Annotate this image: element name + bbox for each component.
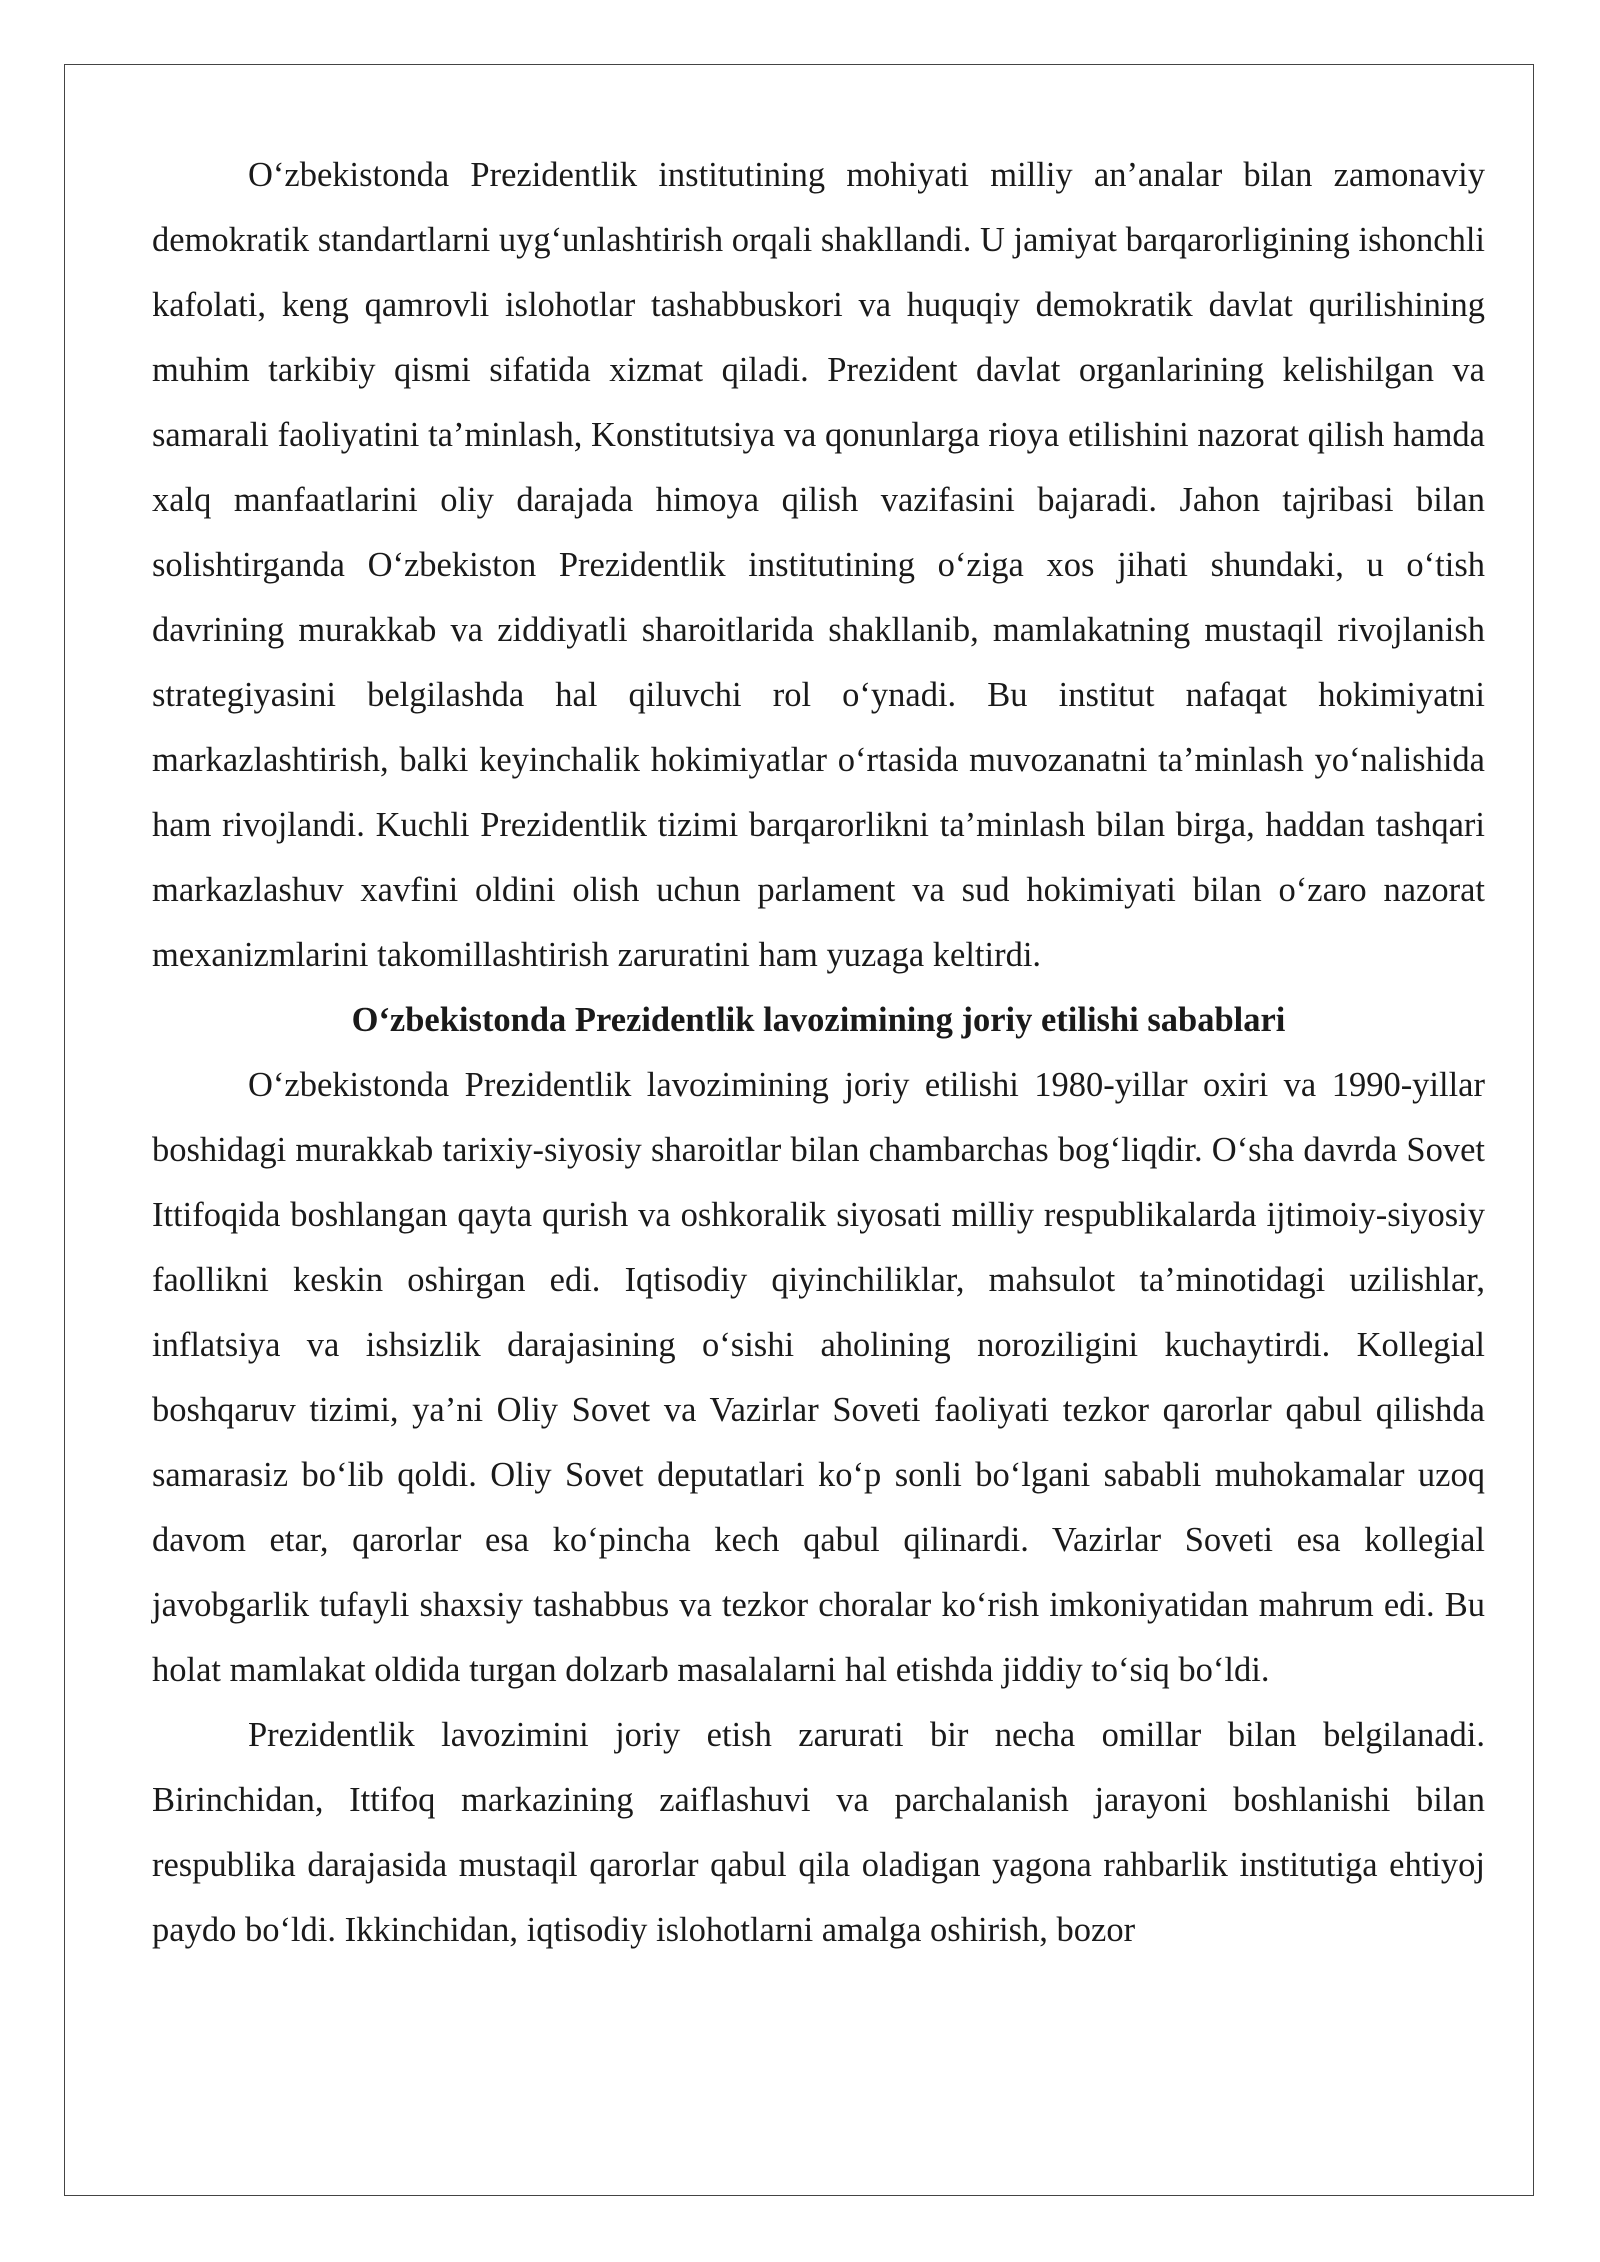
paragraph-2: O‘zbekistonda Prezidentlik lavozimining joriy etilishi 1980-yillar oxiri va 1990-yillar boshidagi murakkab tarixiy-siyosiy sharoitlar bilan chambarchas bog‘liqdir. O‘sha davrda Sovet Ittifoqida boshlangan qayta qurish va oshkoralik siyosati milliy respublikalarda ijtimoiy-siyosiy faollikni keskin oshirgan edi. Iqtisodiy qiyinchiliklar, mahsulot ta’minotidagi uzilishlar, inflatsiya va ishsizlik darajasining o‘sishi aholining noroziligini kuchaytirdi. Kollegial boshqaruv tizimi, ya’ni Oliy Sovet va Vazirlar Soveti faoliyati tezkor qarorlar qabul qilishda samarasiz bo‘lib qoldi. Oliy Sovet deputatlari ko‘p sonli bo‘lgani sababli muhokamalar uzoq davom etar, qarorlar esa ko‘pincha kech qabul qilinardi. Vazirlar Soveti esa kollegial javobgarlik tufayli shaxsiy tashabbus va tezkor choralar ko‘rish imkoniyatidan mahrum edi. Bu holat mamlakat oldida turgan dolzarb masalalarni hal etishda jiddiy to‘siq bo‘ldi. [152,1066,1485,1689]
document-body [152,143,1485,1963]
section-heading: O‘zbekistonda Prezidentlik lavozimining joriy etilishi sabablari [351,1001,1286,1039]
paragraph-3: Prezidentlik lavozimini joriy etish zarurati bir necha omillar bilan belgilanadi. Birinchidan, Ittifoq markazining zaiflashuvi va parchalanish jarayoni boshlanishi bilan respublika darajasida mustaqil qarorlar qabul qila oladigan yagona rahbarlik institutiga ehtiyoj paydo bo‘ldi. Ikkinchidan, iqtisodiy islohotlarni amalga oshirish, bozor [152,1716,1485,1949]
paragraph-1: O‘zbekistonda Prezidentlik institutining mohiyati milliy an’analar bilan zamonaviy demokratik standartlarni uyg‘unlashtirish orqali shakllandi. U jamiyat barqarorligining ishonchli kafolati, keng qamrovli islohotlar tashabbuskori va huquqiy demokratik davlat qurilishining muhim tarkibiy qismi sifatida xizmat qiladi. Prezident davlat organlarining kelishilgan va samarali faoliyatini ta’minlash, Konstitutsiya va qonunlarga rioya etilishini nazorat qilish hamda xalq manfaatlarini oliy darajada himoya qilish vazifasini bajaradi. Jahon tajribasi bilan solishtirganda O‘zbekiston Prezidentlik institutining o‘ziga xos jihati shundaki, u o‘tish davrining murakkab va ziddiyatli sharoitlarida shakllanib, mamlakatning mustaqil rivojlanish strategiyasini belgilashda hal qiluvchi rol o‘ynadi. Bu institut nafaqat hokimiyatni markazlashtirish, balki keyinchalik hokimiyatlar o‘rtasida muvozanatni ta’minlash yo‘nalishida ham rivojlandi. Kuchli Prezidentlik tizimi barqarorlikni ta’minlash bilan birga, haddan tashqari markazlashuv xavfini oldini olish uchun parlament va sud hokimiyati bilan o‘zaro nazorat mexanizmlarini takomillashtirish zaruratini ham yuzaga keltirdi. [152,156,1485,974]
